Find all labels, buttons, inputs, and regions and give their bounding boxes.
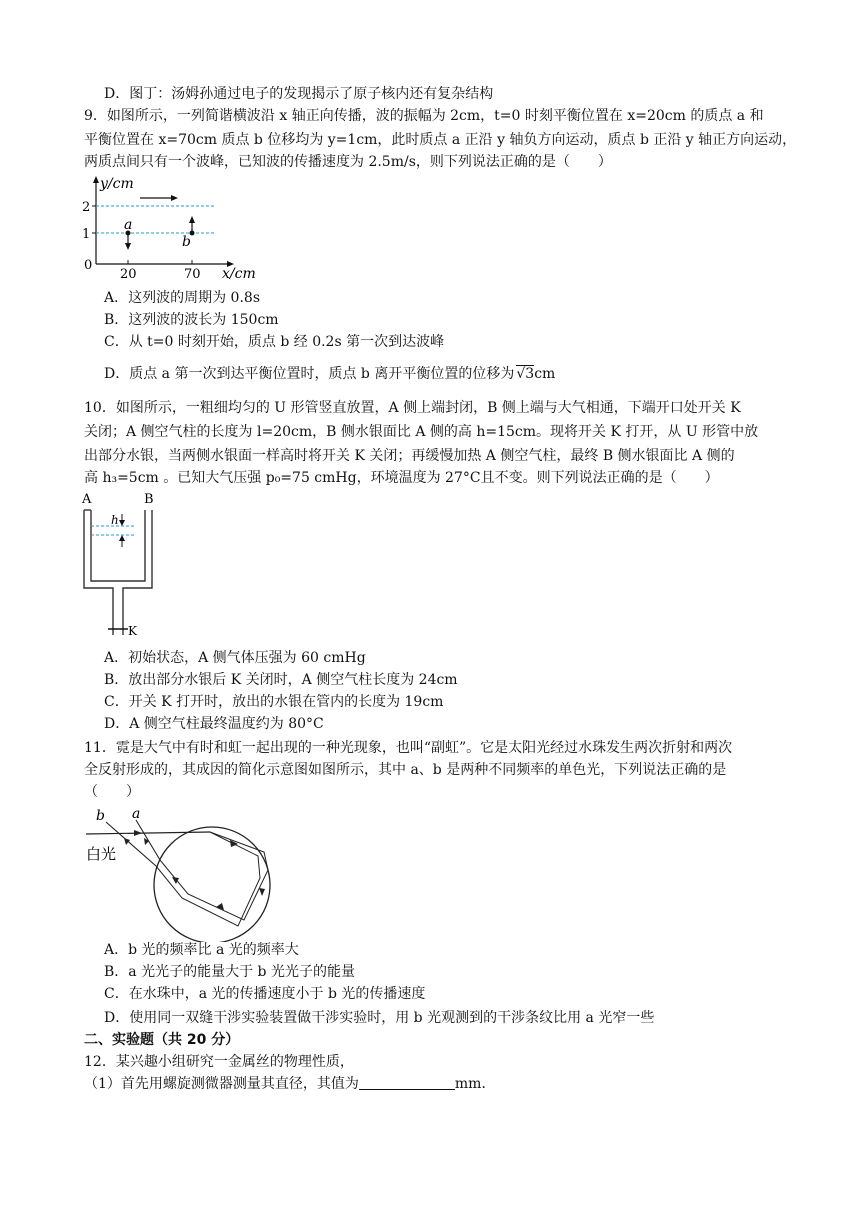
q9-stem-line2: 平衡位置在 x=70cm 质点 b 位移均为 y=1cm，此时质点 a 正沿 y 轴负方向运动，质点 b 正沿 y 轴正方向运动，: [84, 132, 797, 148]
q10-option-b: B．放出部分水银后 K 关闭时，A 侧空气柱长度为 24cm: [104, 672, 458, 688]
q12-part1-unit: mm．: [454, 1076, 496, 1092]
q10-stem-line3: 出部分水银，当两侧水银面一样高时将开关 K 关闭；再缓慢加热 A 侧空气柱，最终 B 侧水银面比 A 侧的: [84, 448, 735, 464]
q9-stem-line1: 9．如图所示，一列简谐横波沿 x 轴正向传播，波的振幅为 2cm，t=0 时刻平衡位置在 x=20cm 的质点 a 和: [84, 108, 764, 124]
point-b-label: b: [182, 234, 191, 250]
answer-blank[interactable]: [359, 1075, 455, 1090]
y-tick-2: 2: [82, 200, 91, 215]
label-h: h: [111, 513, 119, 527]
q8-option-d: D．图丁：汤姆孙通过电子的发现揭示了原子核内还有复杂结构: [104, 86, 494, 102]
q10-stem-line4: 高 h₃=5cm 。已知大气压强 p₀=75 cmHg，环境温度为 27°C且不变。则下列说法正确的是（ ）: [84, 470, 719, 486]
q10-option-a: A．初始状态，A 侧气体压强为 60 cmHg: [104, 650, 366, 666]
label-a: a: [132, 806, 141, 822]
y-tick-1: 1: [82, 227, 91, 242]
q9-option-a: A．这列波的周期为 0.8s: [104, 290, 261, 306]
q9-option-d-unit: cm: [534, 366, 556, 382]
q12-stem: 12．某兴趣小组研究一金属丝的物理性质，: [84, 1054, 354, 1070]
q10-stem-line2: 关闭；A 侧空气柱的长度为 l=20cm，B 侧水银面比 A 侧的高 h=15cm。现将开关 K 打开，从 U 形管中放: [84, 424, 759, 440]
q9-stem-line3: 两质点间只有一个波峰，已知波的传播速度为 2.5m/s，则下列说法正确的是（ ）: [84, 154, 612, 170]
q9-option-b: B．这列波的波长为 150cm: [104, 312, 279, 328]
label-A: A: [82, 492, 92, 507]
label-b: b: [96, 808, 105, 824]
section-heading: 二、实验题（共 20 分）: [84, 1032, 240, 1048]
q11-option-b: B．a 光光子的能量大于 b 光光子的能量: [104, 964, 355, 980]
q12-part1: [84, 1074, 495, 1094]
q11-raindrop-figure: [78, 802, 300, 942]
point-a-label: a: [124, 217, 133, 233]
q10-option-c: C．开关 K 打开时，放出的水银在管内的长度为 19cm: [104, 694, 444, 710]
y-tick-0: 0: [84, 258, 93, 273]
y-axis-label: y/cm: [100, 176, 134, 192]
q11-option-d: D．使用同一双缝干涉实验装置做干涉实验时，用 b 光观测到的干涉条纹比用 a 光窄一些: [104, 1010, 655, 1026]
q11-option-a: A．b 光的频率比 a 光的频率大: [104, 942, 299, 958]
q9-option-d: D．质点 a 第一次到达平衡位置时，质点 b 离开平衡位置的位移为 √3cm: [104, 366, 556, 382]
x-axis-label: x/cm: [222, 266, 256, 282]
q10-u-tube-figure: [78, 490, 168, 640]
q12-part1-text: （1）首先用螺旋测微器测量其直径，其值为: [84, 1076, 359, 1092]
q9-option-c: C．从 t=0 时刻开始，质点 b 经 0.2s 第一次到达波峰: [104, 334, 445, 350]
q11-option-c: C．在水珠中，a 光的传播速度小于 b 光的传播速度: [104, 986, 426, 1002]
q11-stem-line2: 全反射形成的，其成因的简化示意图如图所示，其中 a、b 是两种不同频率的单色光，下列说法正确的是: [84, 762, 727, 778]
q9-option-d-text: D．质点 a 第一次到达平衡位置时，质点 b 离开平衡位置的位移为: [104, 366, 515, 382]
q11-stem-line3: （ ）: [84, 784, 140, 800]
q9-wave-figure: [80, 174, 270, 284]
q11-stem-line1: 11．霓是大气中有时和虹一起出现的一种光现象，也叫“副虹”。它是太阳光经过水珠发生两次折射和两次: [84, 740, 733, 756]
x-tick-70: 70: [184, 267, 201, 282]
label-white-light: 白光: [86, 845, 117, 863]
x-tick-20: 20: [120, 267, 137, 282]
q10-stem-line1: 10．如图所示，一粗细均匀的 U 形管竖直放置，A 侧上端封闭，B 侧上端与大气相通，下端开口处开关 K: [84, 400, 741, 416]
label-B: B: [144, 492, 154, 507]
label-K: K: [128, 624, 137, 638]
q9-option-d-radicand: 3: [525, 366, 535, 382]
q10-option-d: D．A 侧空气柱最终温度约为 80°C: [104, 716, 324, 732]
